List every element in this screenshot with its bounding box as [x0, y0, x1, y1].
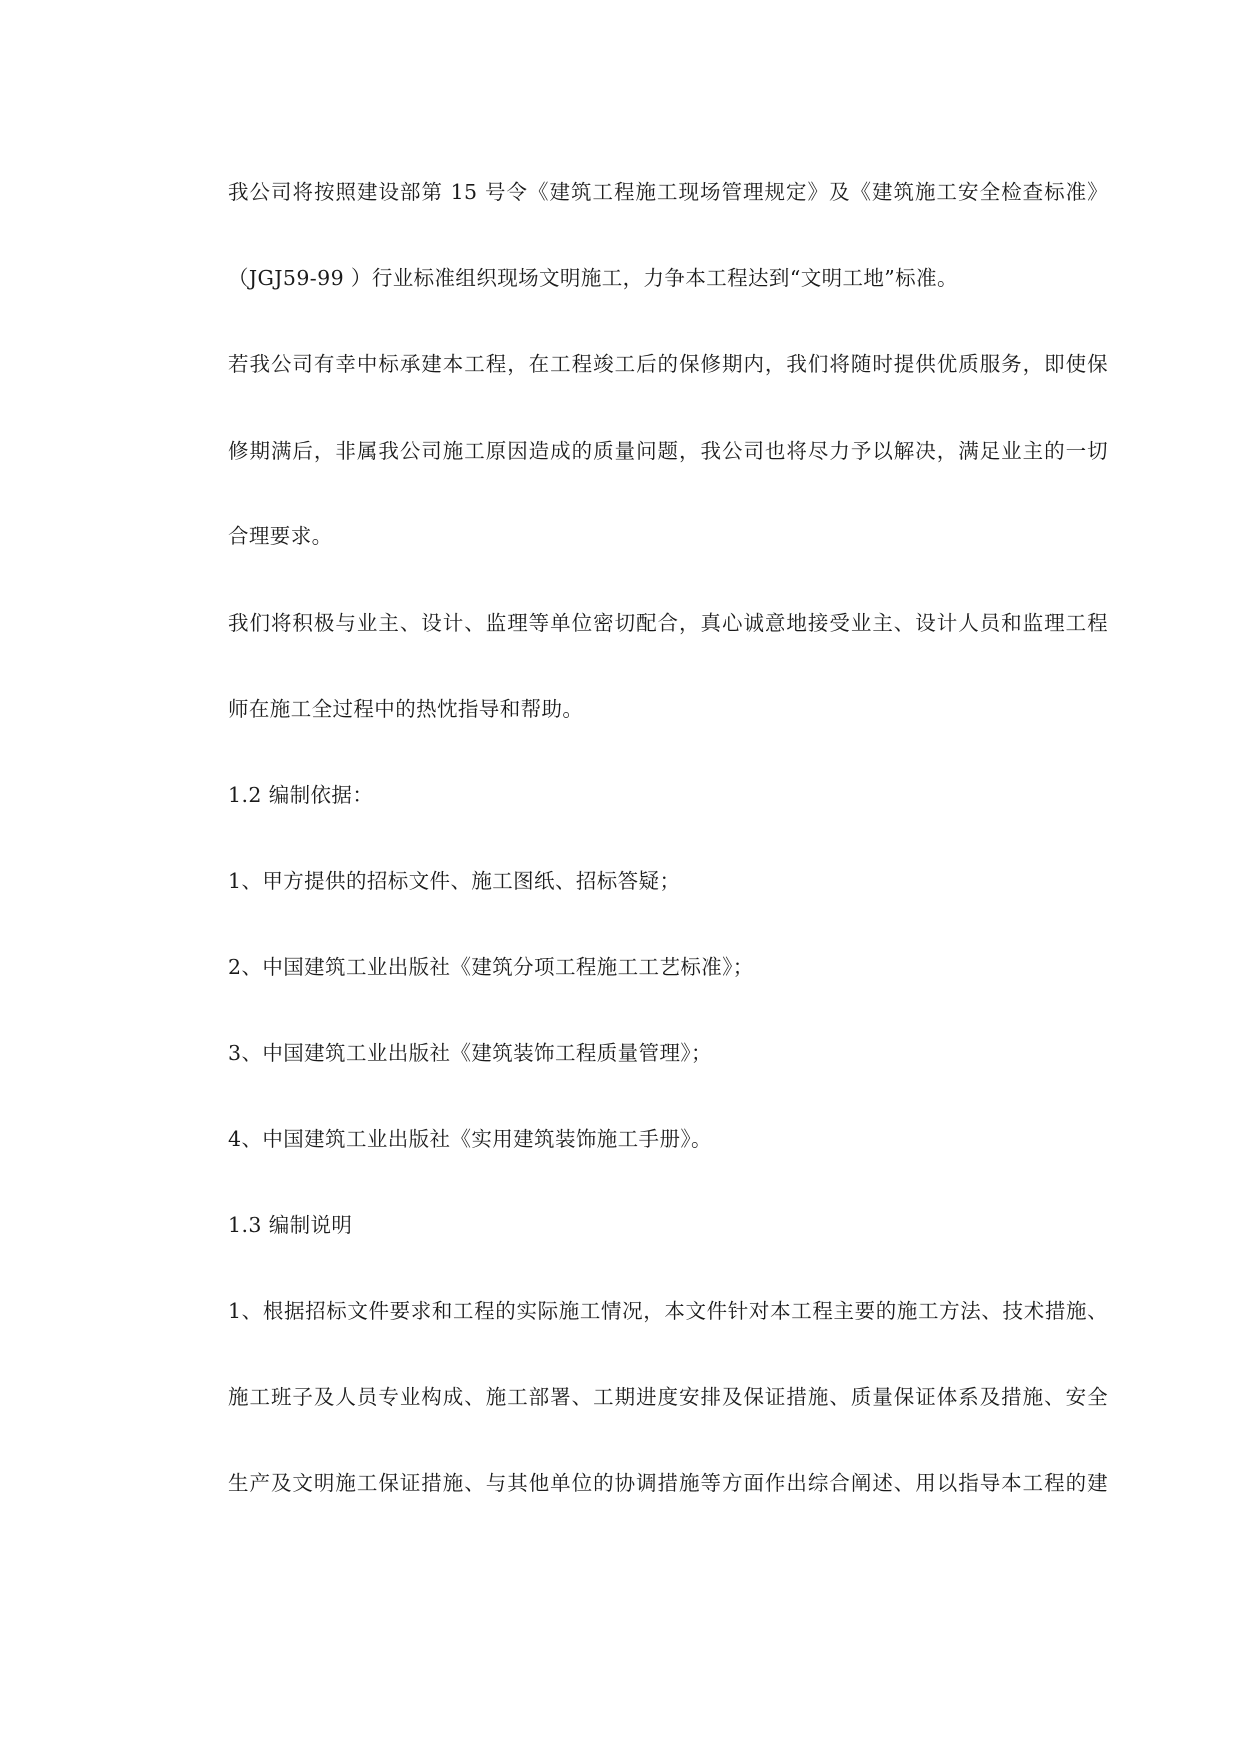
section-heading: 1.3 编制说明 — [228, 1213, 353, 1237]
paragraph-line: 1、根据招标文件要求和工程的实际施工情况，本文件针对本工程主要的施工方法、技术措施、 — [228, 1299, 1108, 1323]
list-item: 1、甲方提供的招标文件、施工图纸、招标答疑； — [228, 869, 681, 893]
paragraph-line: 合理要求。 — [228, 524, 333, 548]
paragraph-line: 若我公司有幸中标承建本工程，在工程竣工后的保修期内，我们将随时提供优质服务，即使保 — [228, 352, 1108, 376]
paragraph-line: 施工班子及人员专业构成、施工部署、工期进度安排及保证措施、质量保证体系及措施、安全 — [228, 1385, 1108, 1409]
list-item: 2、中国建筑工业出版社《建筑分项工程施工工艺标准》； — [228, 955, 754, 979]
list-item: 3、中国建筑工业出版社《建筑装饰工程质量管理》； — [228, 1041, 712, 1065]
paragraph-line: 师在施工全过程中的热忱指导和帮助。 — [228, 697, 584, 721]
paragraph-line: 我公司将按照建设部第 15 号令《建筑工程施工现场管理规定》及《建筑施工安全检查标准》 — [228, 180, 1108, 204]
section-heading: 1.2 编制依据： — [228, 783, 374, 807]
paragraph-line: 修期满后，非属我公司施工原因造成的质量问题，我公司也将尽力予以解决，满足业主的一切 — [228, 439, 1108, 463]
paragraph-line: 生产及文明施工保证措施、与其他单位的协调措施等方面作出综合阐述、用以指导本工程的建 — [228, 1471, 1108, 1495]
list-item: 4、中国建筑工业出版社《实用建筑装饰施工手册》。 — [228, 1127, 712, 1151]
paragraph-line: （JGJ59-99 ）行业标准组织现场文明施工，力争本工程达到“文明工地”标准。 — [228, 266, 958, 290]
paragraph-line: 我们将积极与业主、设计、监理等单位密切配合，真心诚意地接受业主、设计人员和监理工程 — [228, 611, 1108, 635]
